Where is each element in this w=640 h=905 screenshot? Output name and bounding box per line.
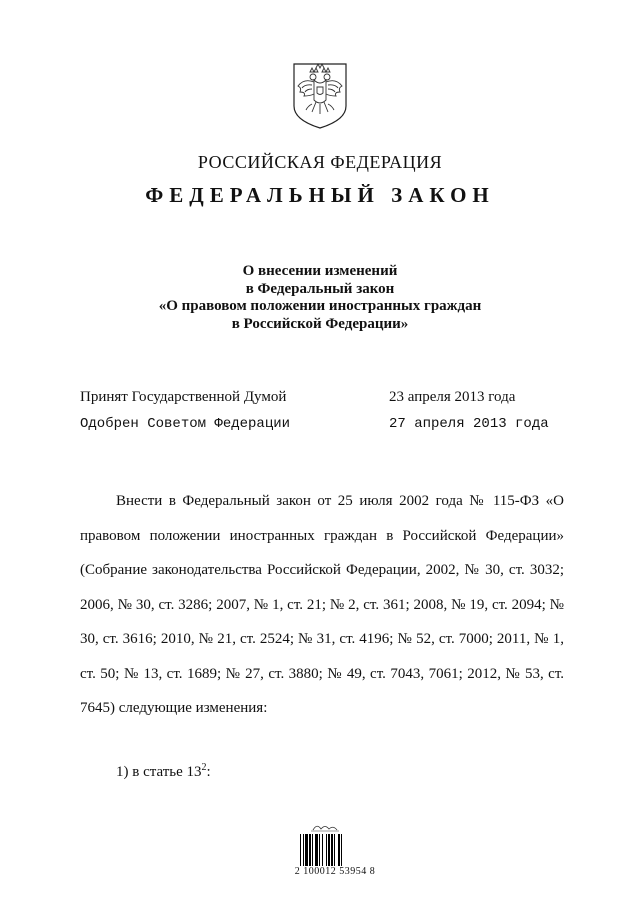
law-body xyxy=(80,484,564,726)
law-title xyxy=(0,263,640,333)
item-suffix: : xyxy=(206,764,211,780)
duma-adoption-date: 23 апреля 2013 года xyxy=(389,389,516,405)
coat-of-arms-icon xyxy=(290,60,350,130)
barcode-icon xyxy=(300,834,360,866)
item-superscript: 2 xyxy=(201,762,207,773)
document-type-heading: ФЕДЕРАЛЬНЫЙ ЗАКОН xyxy=(145,183,495,207)
duma-adoption-label: Принят Государственной Думой xyxy=(80,389,287,405)
law-title-line: в Российской Федерации» xyxy=(231,315,409,332)
body-paragraph: Внести в Федеральный закон от 25 июля 2002 года № 115-ФЗ «О правовом положении иностранных граждан в Российской Федерации» (Собрание законодательства Российской Федерации, 2002, № 30, ст. 3032; 2006, № 30, ст. 3286; 2007, № 1, ст. 21; № 2, ст. 361; 2008, № 19, ст. 2094; № 30, ст. 3616; 2010, № 21, ст. 2524; № 31, ст. 4196; № 52, ст. 7000; 2011, № 1, ст. 50; № 13, ст. 1689; № 27, ст. 3880; № 49, ст. 7043, 7061; 2012, № 53, ст. 7645) следующие изменения: xyxy=(80,493,564,716)
liga-stamp-icon xyxy=(305,821,345,833)
country-heading: РОССИЙСКАЯ ФЕДЕРАЦИЯ xyxy=(197,152,443,172)
item-text: 1) в статье 13 xyxy=(116,764,202,780)
council-approval-date: 27 апреля 2013 года xyxy=(389,416,549,432)
law-title-line: в Федеральный закон xyxy=(245,280,395,297)
council-approval-label: Одобрен Советом Федерации xyxy=(80,416,291,432)
law-title-line: О внесении изменений xyxy=(242,263,398,279)
law-title-line: «О правовом положении иностранных граждан xyxy=(158,298,482,314)
list-item xyxy=(116,764,211,781)
barcode-number: 2 100012 53954 8 xyxy=(294,866,376,877)
